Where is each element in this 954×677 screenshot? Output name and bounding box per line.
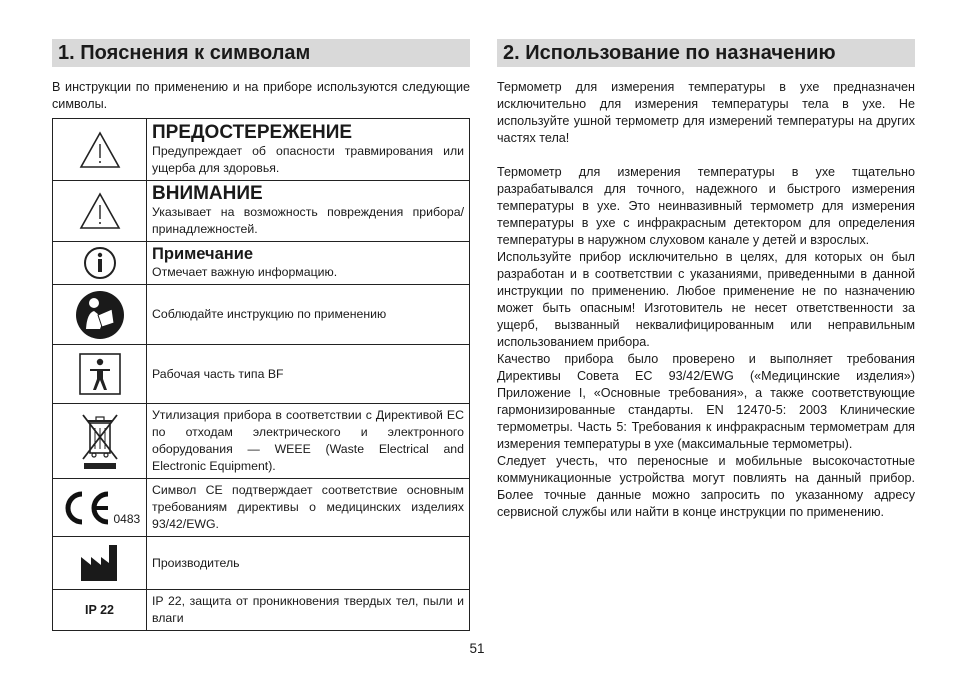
note-title: Примечание bbox=[152, 245, 254, 263]
manufacturer-icon bbox=[53, 537, 147, 590]
table-row bbox=[53, 242, 470, 285]
paragraph: Используйте прибор исключительно в целях, для которых он был разработан и в соответствии с указаниями, приведенными в данной инструкции по применению. Любое применение не по назначению может быть опасным! Изготовитель не несет ответственности за ущерб, вызванный неквалифицированным или неправильным использованием прибора. bbox=[497, 250, 915, 349]
warning-title: ПРЕДОСТЕРЕЖЕНИЕ bbox=[152, 121, 353, 143]
paragraph: Термометр для измерения температуры в ухе тщательно разрабатывался для точного, надежного и быстрого измерения температуры в ухе. Это неинвазивный термометр для измерения температуры в ухе с инфракрасным детектором для определения температуры в наружном слуховом канале у детей и взрослых. bbox=[497, 165, 915, 247]
info-icon bbox=[53, 242, 147, 285]
paragraph: Следует учесть, что переносные и мобильные высокочастотные коммуникационные устройства могут повлиять на данный прибор. Более точные данные можно запросить по указанному адресу сервисной службы или найти в конце инструкции по применению. bbox=[497, 454, 915, 519]
symbol-description bbox=[147, 590, 470, 631]
table-row bbox=[53, 345, 470, 404]
table-row bbox=[53, 181, 470, 242]
symbol-description bbox=[147, 242, 470, 285]
weee-crossed-bin-icon bbox=[53, 404, 147, 479]
warning-text: Предупреждает об опасности травмирования или ущерба для здоровья. bbox=[152, 143, 464, 175]
page-number: 51 bbox=[469, 641, 485, 656]
weee-text: Утилизация прибора в соответствии с Директивой ЕС по отходам электрического и электронного оборудования — WEEE (Waste Electrical and Electronic Equipment). bbox=[152, 408, 464, 473]
bf-applied-part-icon bbox=[53, 345, 147, 404]
caution-title: ВНИМАНИЕ bbox=[152, 183, 263, 204]
section-2-heading: 2. Использование по назначению bbox=[497, 39, 915, 67]
section-1-intro: В инструкции по применению и на приборе используются следующие символы. bbox=[52, 80, 470, 111]
manufacturer-text: Производитель bbox=[152, 555, 240, 570]
table-row bbox=[53, 590, 470, 631]
symbol-description bbox=[147, 345, 470, 404]
ip-rating-label: IP 22 bbox=[85, 603, 114, 617]
ce-mark-icon bbox=[53, 479, 147, 537]
table-row bbox=[53, 119, 470, 181]
bf-text: Рабочая часть типа BF bbox=[152, 366, 284, 381]
section-1-heading: 1. Пояснения к символам bbox=[52, 39, 470, 67]
manual-text: Соблюдайте инструкцию по применению bbox=[152, 307, 387, 321]
table-row bbox=[53, 479, 470, 537]
symbol-description bbox=[147, 479, 470, 537]
ip-rating bbox=[53, 590, 147, 631]
symbol-description bbox=[147, 404, 470, 479]
ce-notified-body-number: 0483 bbox=[113, 511, 141, 526]
ip-text: IP 22, защита от проникновения твердых тел, пыли и влаги bbox=[152, 594, 464, 625]
table-row bbox=[53, 285, 470, 345]
section-2-body bbox=[497, 79, 915, 521]
ce-text: Символ CE подтверждает соответствие основным требованиям директивы о медицинских изделиях 93/42/EWG. bbox=[152, 483, 464, 531]
warning-triangle-icon bbox=[53, 119, 147, 181]
symbol-description bbox=[147, 181, 470, 242]
paragraph: Термометр для измерения температуры в ухе предназначен исключительно для измерения температуры тела в ухе. Не используйте ушной термометр для измерений температуры на других частях тела! bbox=[497, 80, 915, 145]
paragraph: Качество прибора было проверено и выполняет требования Директивы Совета ЕС 93/42/EWG («Медицинские изделия») Приложение I, «Основные требования», а также соответствующие гармонизированные стандарты. EN 12470-5: 2003 Клинические термометры. Часть 5: Требования к инфракрасным термометрам для измерения температуры в ухе (максимальные термометры). bbox=[497, 352, 915, 451]
caution-text: Указывает на возможность повреждения прибора/принадлежностей. bbox=[152, 205, 464, 236]
symbol-description bbox=[147, 285, 470, 345]
table-row bbox=[53, 537, 470, 590]
symbol-description bbox=[147, 119, 470, 181]
symbols-table bbox=[52, 118, 470, 631]
warning-triangle-icon bbox=[53, 181, 147, 242]
symbol-description bbox=[147, 537, 470, 590]
table-row bbox=[53, 404, 470, 479]
read-manual-icon bbox=[53, 285, 147, 345]
note-text: Отмечает важную информацию. bbox=[152, 265, 338, 279]
